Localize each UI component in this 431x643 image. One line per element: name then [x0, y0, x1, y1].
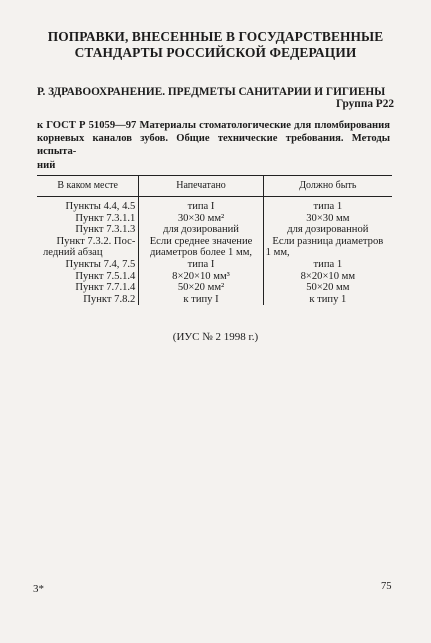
document-reference-line-3: ний: [37, 159, 56, 171]
cell-should-be: к типу 1: [263, 294, 392, 306]
cell-place: Пункт 7.7.1.4: [75, 282, 136, 294]
cell-printed: диаметров более 1 мм,: [139, 247, 263, 259]
document-reference: [37, 119, 390, 172]
cell-should-be: типа 1: [263, 197, 392, 213]
cell-place: Пункт 7.3.1.3: [75, 224, 136, 236]
cell-should-be: 8×20×10 мм: [263, 271, 392, 283]
page-title-line-1: ПОПРАВКИ, ВНЕСЕННЫЕ В ГОСУДАРСТВЕННЫЕ: [47, 29, 384, 44]
cell-should-be: для дозированной: [263, 224, 392, 236]
cell-place: ледний абзац: [43, 247, 103, 259]
column-header-should-be: Должно быть: [263, 176, 392, 197]
column-header-printed: Напечатано: [139, 176, 263, 197]
table-row: [37, 271, 392, 283]
cell-should-be: 50×20 мм: [263, 282, 392, 294]
cell-should-be: 1 мм,: [263, 247, 392, 259]
cell-printed: типа I: [139, 259, 263, 271]
cell-printed: для дозирований: [139, 224, 263, 236]
table-row: [37, 247, 392, 259]
cell-should-be: типа 1: [263, 259, 392, 271]
table-row: [37, 282, 392, 294]
signature-mark: 3*: [33, 583, 44, 595]
corrections-table: [37, 175, 392, 305]
cell-printed: 50×20 мм²: [139, 282, 263, 294]
table-row: [37, 213, 392, 225]
table-row: [37, 224, 392, 236]
cell-printed: 8×20×10 мм³: [139, 271, 263, 283]
table-row: [37, 236, 392, 248]
cell-should-be: Если разница диаметров: [263, 236, 392, 248]
cell-printed: 30×30 мм²: [139, 213, 263, 225]
column-header-place: В каком месте: [37, 176, 139, 197]
page-number: 75: [381, 581, 392, 592]
ius-note: (ИУС № 2 1998 г.): [172, 331, 259, 343]
cell-place: Пункт 7.8.2: [83, 293, 136, 305]
cell-place: Пункты 4.4, 4.5: [65, 201, 136, 212]
cell-place: Пункты 7.4, 7.5: [65, 258, 136, 270]
cell-printed: типа I: [139, 197, 263, 213]
section-heading: Р. ЗДРАВООХРАНЕНИЕ. ПРЕДМЕТЫ САНИТАРИИ И ГИГИЕНЫ: [37, 86, 386, 98]
cell-place: Пункт 7.3.2. Пос-: [56, 235, 136, 247]
group-label: Группа Р22: [336, 98, 394, 110]
page-title: [0, 29, 431, 60]
page-title-line-2: СТАНДАРТЫ РОССИЙСКОЙ ФЕДЕРАЦИИ: [74, 44, 357, 60]
cell-should-be: 30×30 мм: [263, 213, 392, 225]
cell-printed: к типу I: [139, 294, 263, 306]
cell-printed: Если среднее значение: [139, 236, 263, 248]
table-row: [37, 259, 392, 271]
cell-place: Пункт 7.3.1.1: [75, 212, 136, 224]
document-reference-line-1: к ГОСТ Р 51059—97 Материалы стоматологические для пломбирования: [37, 120, 390, 131]
table-header-row: [37, 176, 392, 197]
cell-place: Пункт 7.5.1.4: [75, 270, 136, 282]
document-reference-line-2: корневых каналов зубов. Общие технические требования. Методы испыта-: [37, 133, 390, 158]
table-row: [37, 197, 392, 213]
table-row: [37, 294, 392, 306]
